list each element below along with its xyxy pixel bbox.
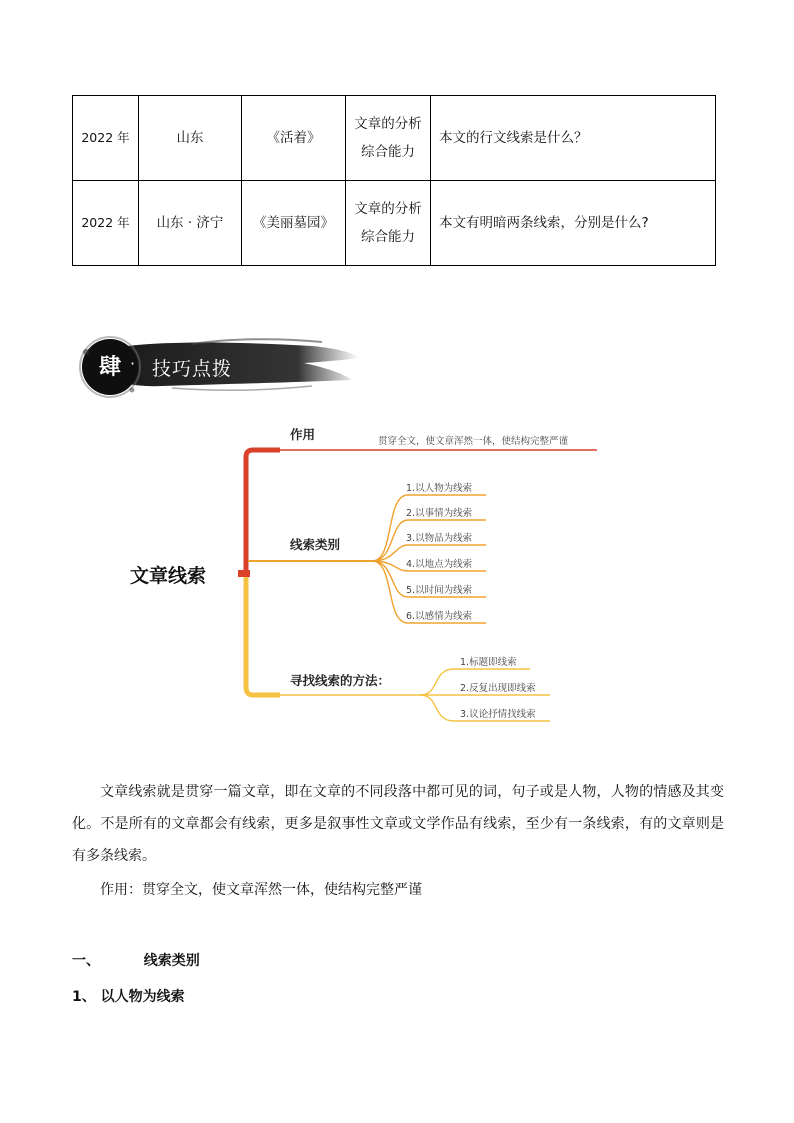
skill-cell xyxy=(346,181,431,266)
skill-cell xyxy=(346,96,431,181)
leaf-type: 6.以感情为线索 xyxy=(406,611,473,622)
table-row xyxy=(73,181,716,266)
branch-label-purpose: 作用 xyxy=(290,427,316,442)
skill-line-1: 文章的分析 xyxy=(354,116,422,132)
trunk-node xyxy=(238,570,250,577)
section-heading xyxy=(72,950,200,970)
question-cell: 本文有明暗两条线索，分别是什么? xyxy=(431,181,716,266)
branch-label-methods: 寻找线索的方法： xyxy=(290,673,391,688)
leaf-type: 4.以地点为线索 xyxy=(406,559,473,570)
branch-label-types: 线索类别 xyxy=(290,537,341,552)
year-cell: 2022 年 xyxy=(73,96,139,181)
section-title: 技巧点拨 xyxy=(152,358,233,380)
subsection-heading: 1、 以人物为线索 xyxy=(72,989,185,1005)
leaf-type: 5.以时间为线索 xyxy=(406,585,473,596)
section-banner xyxy=(72,332,362,402)
purpose-paragraph: 作用：贯穿全文，使文章浑然一体，使结构完整严谨 xyxy=(100,882,422,898)
skill-line-2: 综合能力 xyxy=(361,229,415,245)
leaf-method: 2.反复出现即线索 xyxy=(460,683,536,694)
trunk-top xyxy=(246,450,280,575)
trunk-bottom xyxy=(246,575,280,695)
leaf-type: 1.以人物为线索 xyxy=(406,483,473,494)
text-cell: 《美丽墓园》 xyxy=(242,181,346,266)
leaf-method: 3.议论抒情找线索 xyxy=(460,709,536,720)
section-number: 肆 xyxy=(98,354,121,380)
intro-paragraph: 文章线索就是贯穿一篇文章，即在文章的不同段落中都可见的词，句子或是人物，人物的情感及其变化。不是所有的文章都会有线索，更多是叙事性文章或文学作品有线索，至少有一条线索，有的文章则是有多条线索。 xyxy=(72,784,724,864)
skill-line-2: 综合能力 xyxy=(361,144,415,160)
leaf-type: 3.以物品为线索 xyxy=(406,533,473,544)
skill-line-1: 文章的分析 xyxy=(354,201,422,217)
year-cell: 2022 年 xyxy=(73,181,139,266)
mind-map xyxy=(110,415,610,735)
text-cell: 《活着》 xyxy=(242,96,346,181)
section-heading-title: 线索类别 xyxy=(143,953,200,969)
banner-separator: · xyxy=(130,354,136,373)
exam-table xyxy=(72,95,716,266)
leaf-type: 2.以事情为线索 xyxy=(406,508,473,519)
leaf-method: 1.标题即线索 xyxy=(460,657,517,668)
leaf-purpose: 贯穿全文，使文章浑然一体，使结构完整严谨 xyxy=(378,436,569,447)
question-cell: 本文的行文线索是什么？ xyxy=(431,96,716,181)
mind-map-root: 文章线索 xyxy=(130,565,207,587)
table-row xyxy=(73,96,716,181)
region-cell: 山东 xyxy=(139,96,242,181)
section-heading-number: 一、 xyxy=(72,953,100,969)
region-cell: 山东 · 济宁 xyxy=(139,181,242,266)
